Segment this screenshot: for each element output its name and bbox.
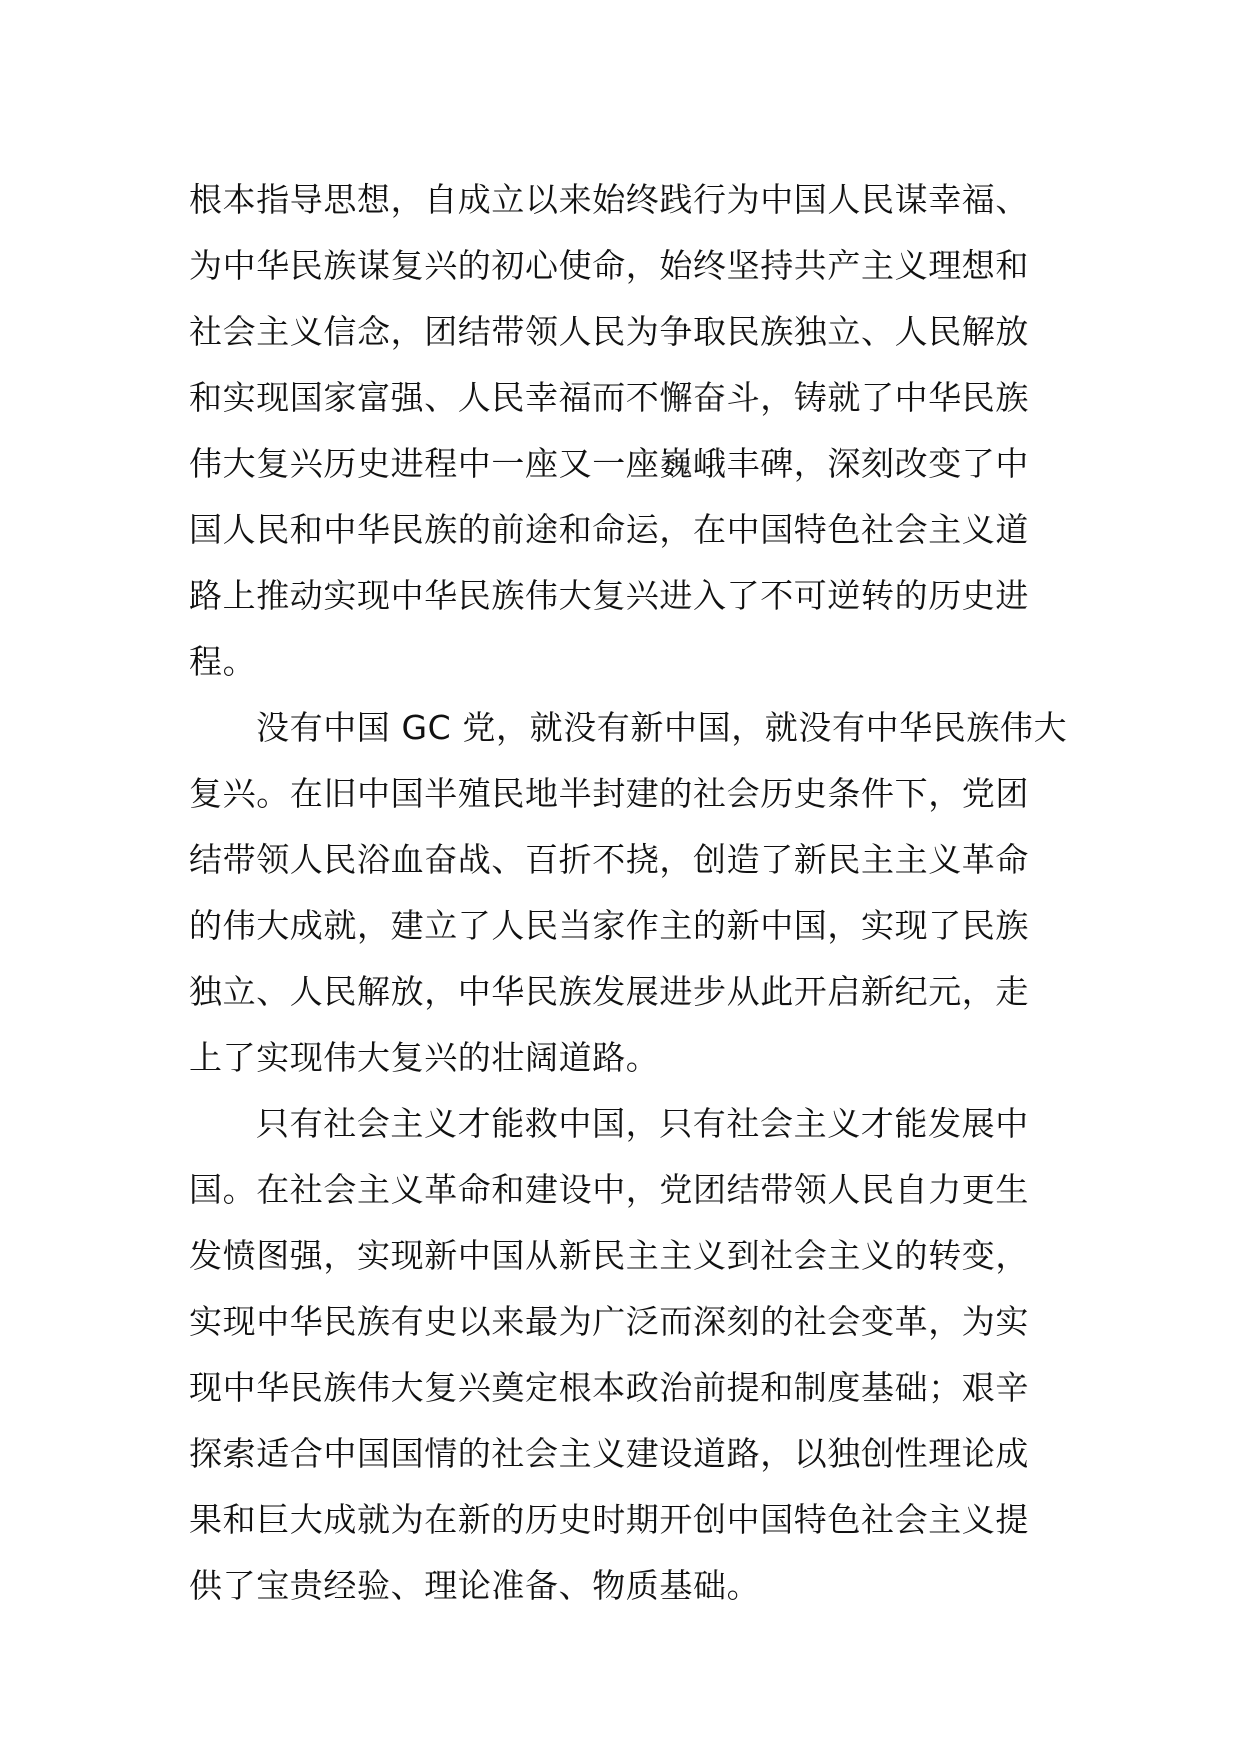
text-line: 为中华民族谋复兴的初心使命，始终坚持共产主义理想和 — [189, 246, 1029, 285]
text-line: 程。 — [189, 642, 257, 681]
text-line: 探索适合中国国情的社会主义建设道路，以独创性理论成 — [189, 1434, 1029, 1473]
paragraph — [189, 695, 1069, 1091]
text-line: 上了实现伟大复兴的壮阔道路。 — [189, 1038, 660, 1077]
paragraph — [189, 167, 1069, 695]
text-line: 路上推动实现中华民族伟大复兴进入了不可逆转的历史进 — [189, 576, 1029, 615]
text-line: 独立、人民解放，中华民族发展进步从此开启新纪元，走 — [189, 972, 1029, 1011]
text-line: 发愤图强，实现新中国从新民主主义到社会主义的转变， — [189, 1236, 1029, 1275]
text-line: 的伟大成就，建立了人民当家作主的新中国，实现了民族 — [189, 906, 1029, 945]
text-line: 复兴。在旧中国半殖民地半封建的社会历史条件下，党团 — [189, 774, 1029, 813]
text-line: 结带领人民浴血奋战、百折不挠，创造了新民主主义革命 — [189, 840, 1029, 879]
text-line: 国。在社会主义革命和建设中，党团结带领人民自力更生 — [189, 1170, 1029, 1209]
text-line: 现中华民族伟大复兴奠定根本政治前提和制度基础；艰辛 — [189, 1368, 1029, 1407]
text-line: 和实现国家富强、人民幸福而不懈奋斗，铸就了中华民族 — [189, 378, 1029, 417]
text-line: 实现中华民族有史以来最为广泛而深刻的社会变革，为实 — [189, 1302, 1029, 1341]
text-line: 伟大复兴历史进程中一座又一座巍峨丰碑，深刻改变了中 — [189, 444, 1029, 483]
text-line: 果和巨大成就为在新的历史时期开创中国特色社会主义提 — [189, 1500, 1029, 1539]
text-line: 根本指导思想，自成立以来始终践行为中国人民谋幸福、 — [189, 180, 1029, 219]
text-line: 社会主义信念，团结带领人民为争取民族独立、人民解放 — [189, 312, 1029, 351]
document-body — [189, 167, 1069, 1619]
text-line: 没有中国 GC 党，就没有新中国，就没有中华民族伟大 — [256, 708, 1068, 747]
text-line: 只有社会主义才能救中国，只有社会主义才能发展中 — [256, 1104, 1029, 1143]
text-line: 供了宝贵经验、理论准备、物质基础。 — [189, 1566, 761, 1605]
paragraph — [189, 1091, 1069, 1619]
text-line: 国人民和中华民族的前途和命运，在中国特色社会主义道 — [189, 510, 1029, 549]
